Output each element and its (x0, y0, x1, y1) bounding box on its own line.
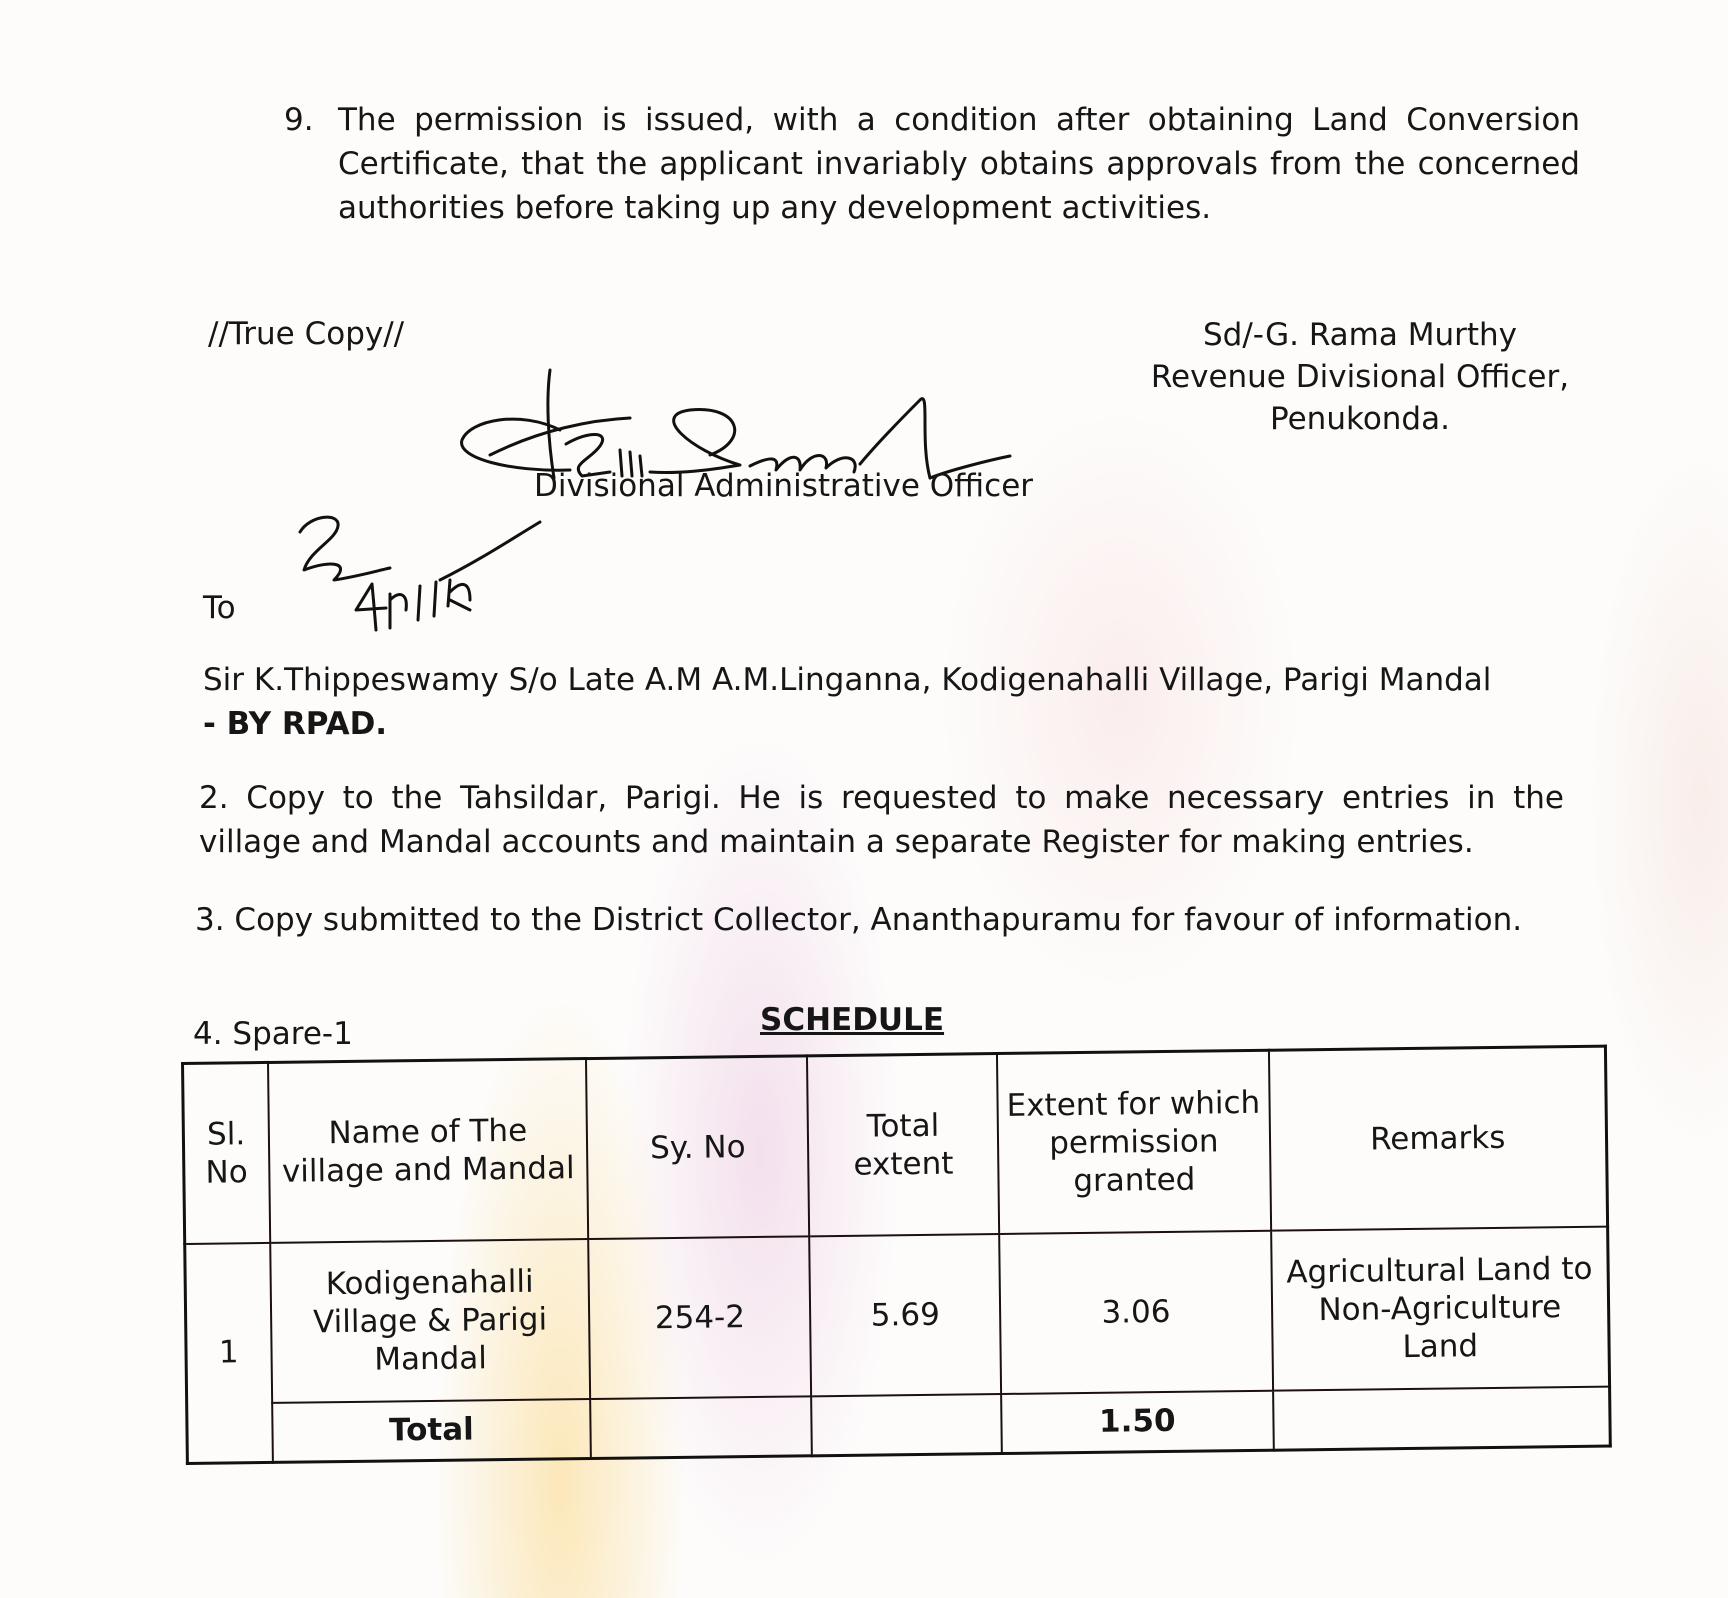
condition-text: The permission is issued, with a condition after obtaining Land Conversion Certificate, that the applicant invariably obtains approvals from the concerned authorities before taking up any development activities. (338, 102, 1580, 226)
signatory-name: Sd/-G. Rama Murthy (1202, 317, 1518, 353)
header-total-extent: Total extent (807, 1054, 999, 1236)
copy-2-text: 2. Copy to the Tahsildar, Parigi. He is requested to make necessary entries in the village and Mandal accounts and maintain a separate Register for making entries. (199, 780, 1564, 860)
copy-spare: 4. Spare-1 (193, 1016, 353, 1052)
to-label: To (203, 590, 236, 626)
attesting-officer-label: Divisional Administrative Officer (534, 468, 1034, 504)
cell-village: Kodigenahalli Village & Parigi Mandal (270, 1239, 591, 1403)
header-extent-granted: Extent for which permission granted (997, 1050, 1271, 1233)
header-village: Name of The village and Mandal (268, 1059, 589, 1243)
total-sy-no-empty (591, 1396, 813, 1459)
header-remarks: Remarks (1268, 1046, 1607, 1230)
schedule-title: SCHEDULE (760, 1002, 945, 1038)
header-sl-no: Sl. No (183, 1062, 270, 1243)
table-header-row (183, 1046, 1608, 1243)
cell-extent-granted: 3.06 (999, 1230, 1272, 1393)
cell-sl-no: 1 (185, 1242, 273, 1463)
condition-number: 9. (284, 102, 314, 138)
table-row (185, 1226, 1610, 1403)
total-remarks-empty (1273, 1386, 1611, 1450)
total-extent-granted: 1.50 (1001, 1390, 1273, 1453)
signatory-place: Penukonda. (1270, 401, 1450, 437)
cell-remarks: Agricultural Land to Non-Agriculture Land (1271, 1226, 1610, 1390)
copy-3-text: 3. Copy submitted to the District Collector, Ananthapuramu for favour of information. (195, 902, 1523, 938)
copy-to-collector (195, 898, 1565, 942)
true-copy-label: //True Copy// (208, 316, 405, 352)
addressee: Sir K.Thippeswamy S/o Late A.M A.M.Linganna, Kodigenahalli Village, Parigi Mandal (203, 662, 1492, 698)
total-label: Total (272, 1399, 592, 1463)
signatory-block (1140, 314, 1580, 440)
copy-to-tahsildar (199, 776, 1564, 864)
signatory-designation: Revenue Divisional Officer, (1150, 359, 1570, 395)
header-sy-no: Sy. No (586, 1056, 809, 1239)
handwritten-initials-icon (290, 510, 570, 640)
schedule-table (181, 1045, 1612, 1465)
total-extent-empty (811, 1394, 1002, 1456)
cell-sy-no: 254-2 (589, 1236, 812, 1399)
cell-total-extent: 5.69 (809, 1234, 1001, 1396)
delivery-mode: - BY RPAD. (203, 706, 388, 742)
